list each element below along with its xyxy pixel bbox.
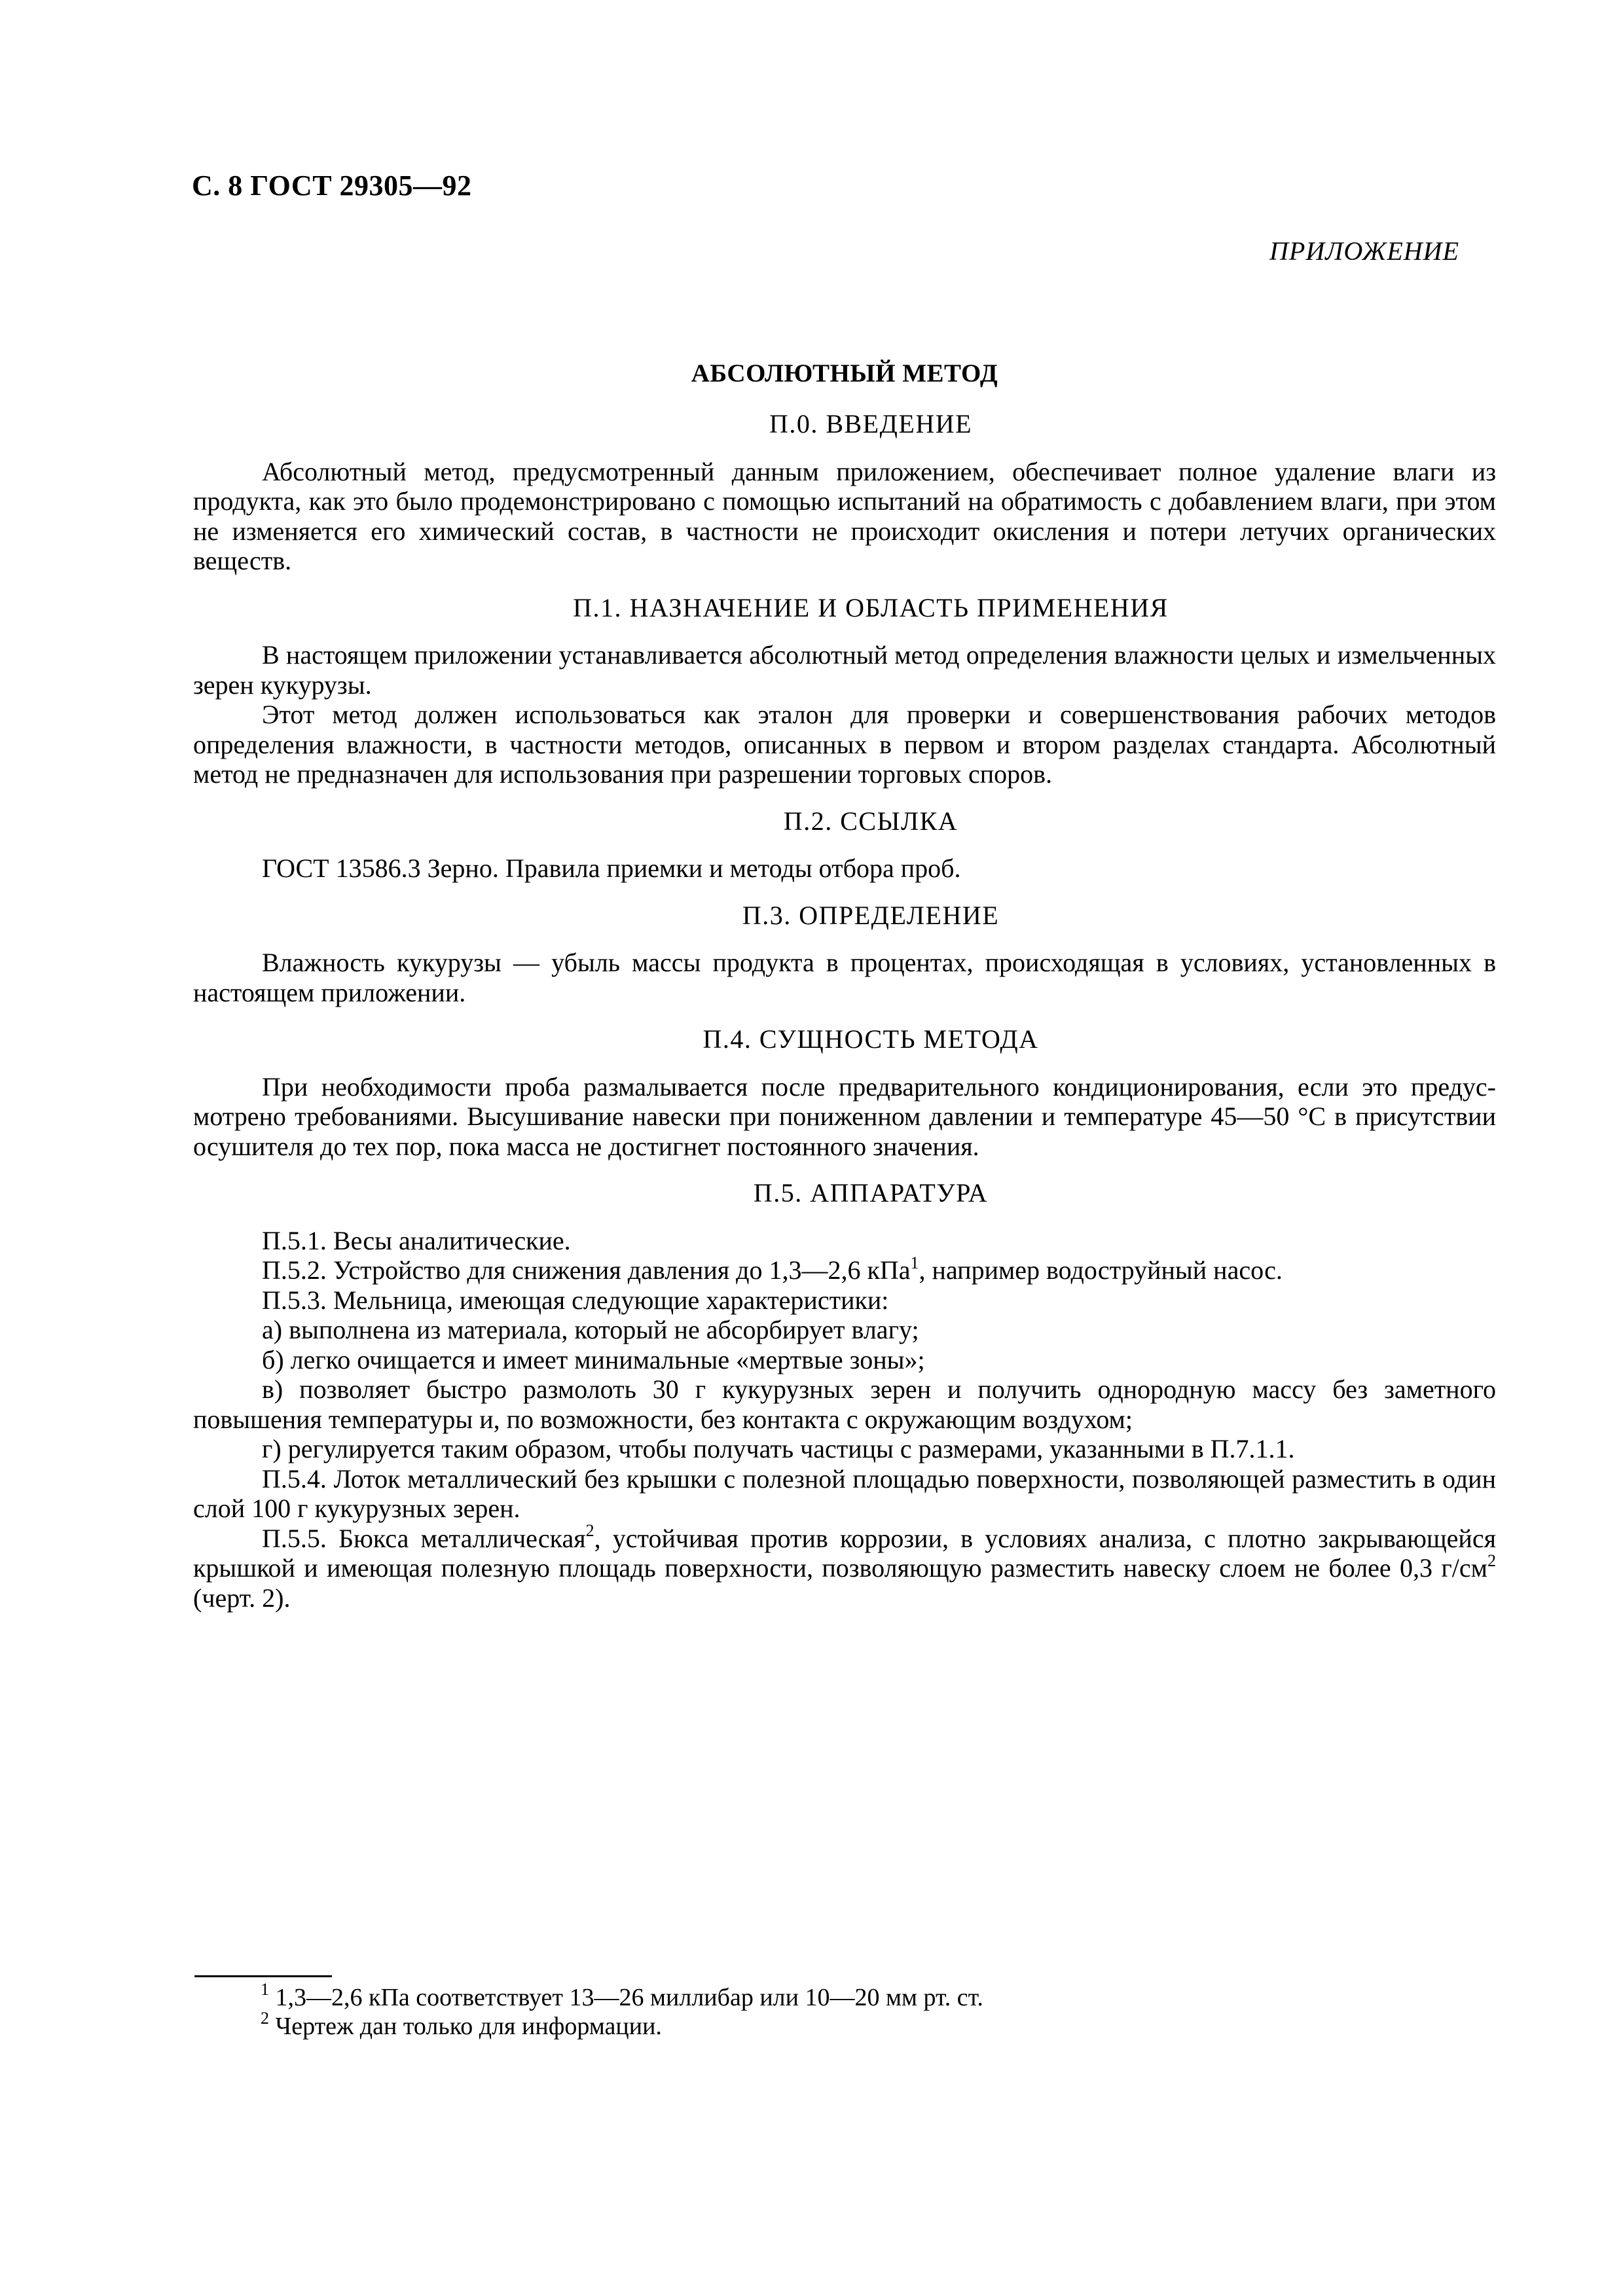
section-heading-p0: П.0. ВВЕДЕНИЕ	[769, 409, 973, 439]
footnote-1-mark: 1	[261, 1980, 269, 2000]
mill-requirement-a: а) выполнена из материала, который не абсорбирует влагу;	[262, 1315, 919, 1344]
footnote-1	[261, 1980, 1504, 2012]
apparatus-item-5-2-text: П.5.2. Устройство для снижения давления до 1,3—2,6 кПа	[262, 1255, 911, 1285]
mill-requirement-d: г) регулируется таким образом, чтобы получать частицы с размерами, указанными в П.7.1.1.	[262, 1434, 1295, 1463]
document-body	[193, 409, 1496, 1613]
section-heading-p1: П.1. НАЗНАЧЕНИЕ И ОБЛАСТЬ ПРИМЕНЕНИЯ	[573, 592, 1169, 622]
apparatus-item-5-5-text-mid: , устойчивая против коррозии, в условиях анализа, с плотно закрывающейся крышкой и имеющая полезную площадь поверхности, позволяющую разместить навеску слоем не более 0,3 г/см	[193, 1523, 1496, 1583]
unit-exponent: 2	[1487, 1551, 1496, 1570]
mill-requirement-b: б) легко очищается и имеет минимальные «мертвые зоны»;	[262, 1344, 925, 1374]
footnote-2-text: Чертеж дан только для информации.	[269, 2013, 662, 2040]
apparatus-item-5-4: П.5.4. Лоток металлический без крышки с полезной площадью поверхности, позволяющей разместить в один слой 100 г кукурузных зерен.	[193, 1463, 1496, 1523]
apparatus-item-5-3: П.5.3. Мельница, имеющая следующие характеристики:	[262, 1285, 889, 1315]
section-heading-p4: П.4. СУЩНОСТЬ МЕТОДА	[702, 1024, 1039, 1054]
footnote-separator	[194, 1975, 332, 1977]
apparatus-item-5-5-text-end: (черт. 2).	[193, 1583, 291, 1613]
running-head: С. 8 ГОСТ 29305—92	[192, 170, 472, 202]
section-heading-p5: П.5. АППАРАТУРА	[753, 1178, 989, 1208]
document-title: АБСОЛЮТНЫЙ МЕТОД	[691, 359, 998, 387]
paragraph-scope-1: В настоящем приложении устанавливается абсолютный метод определения влажности целых и измельченных зерен кукурузы.	[193, 640, 1496, 700]
footnote-ref-2: 2	[585, 1521, 594, 1541]
footnote-2	[261, 2009, 1504, 2041]
paragraph-introduction: Абсолютный метод, предусмотренный данным приложением, обеспечивает полное удаление влаги из продукта, как это было продемонстрировано с помощью испытаний на обратимость с добавлением влаги, при этом не изменяется его химический состав, в частности не происходит окисления и потери летучих органических веществ.	[193, 456, 1496, 575]
paragraph-principle: При необходимости проба размалывается после предварительного кондиционирования, если это предусмотрено требованиями. Высушивание навески при пониженном давлении и температуре 45—50 °С в присутствии осушителя до тех пор, пока масса не достигнет постоянного значения.	[193, 1071, 1496, 1161]
paragraph-definition: Влажность кукурузы — убыль массы продукта в процентах, происходящая в условиях, установленных в настоящем приложении.	[193, 948, 1496, 1007]
mill-requirement-c: в) позволяет быстро размолоть 30 г кукурузных зерен и получить однородную массу без заметного повышения температуры и, по возможности, без контакта с окружающим воздухом;	[193, 1374, 1496, 1434]
apparatus-item-5-1: П.5.1. Весы аналитические.	[262, 1225, 571, 1255]
footnote-ref-1: 1	[910, 1253, 919, 1272]
footnotes	[261, 1980, 1504, 2041]
paragraph-reference: ГОСТ 13586.3 Зерно. Правила приемки и методы отбора проб.	[262, 853, 961, 883]
apparatus-item-5-2-text-end: , например водоструйный насос.	[919, 1255, 1283, 1285]
footnote-1-text: 1,3—2,6 кПа соответствует 13—26 миллибар или 10—20 мм рт. ст.	[269, 1984, 983, 2011]
appendix-label: ПРИЛОЖЕНИЕ	[1269, 236, 1459, 266]
footnote-2-mark: 2	[261, 2009, 269, 2028]
section-heading-p2: П.2. ССЫЛКА	[783, 806, 958, 836]
section-heading-p3: П.3. ОПРЕДЕЛЕНИЕ	[742, 900, 1000, 930]
apparatus-item-5-5-text: П.5.5. Бюкса металлическая	[262, 1523, 586, 1553]
apparatus-item-5-5	[193, 1521, 1496, 1613]
paragraph-scope-2: Этот метод должен использоваться как эталон для проверки и совершенствования рабочих методов определения влажности, в частности методов, описанных в первом и втором разделах стандарта. Абсолютный метод не предназначен для использования при разрешении торговых споров.	[193, 700, 1496, 789]
apparatus-item-5-2	[193, 1255, 1496, 1285]
